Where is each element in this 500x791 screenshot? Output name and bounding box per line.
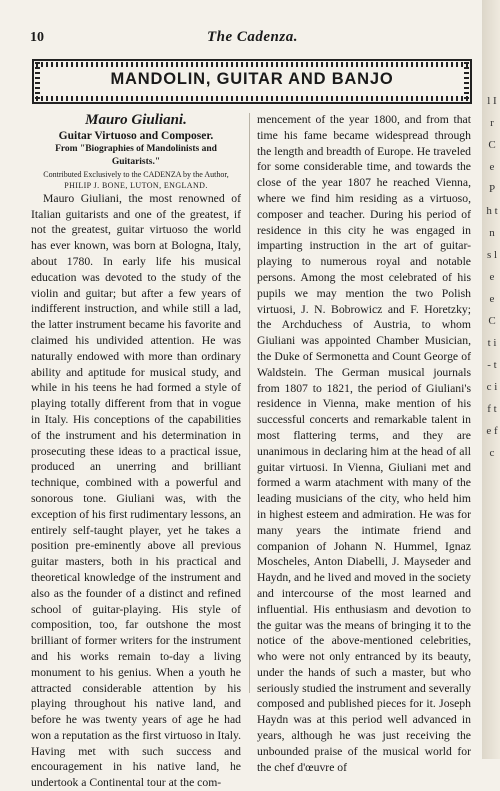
article-contribution-note: Contributed Exclusively to the CADENZA by the Author, [43,169,229,179]
section-banner [32,59,472,104]
right-column [257,112,471,775]
banner-border-top [36,62,468,67]
banner-border-bottom [36,96,468,101]
article-source: From "Biographies of Mandolinists and Guitarists." [55,143,217,167]
magazine-title: The Cadenza. [206,29,298,45]
article-body-right: mencement of the year 1800, and from that time his fame became widespread through the length and breadth of Europe. He traveled for some considerable time, and towards the close of the year 1807 he reached Vienna, where we find him residing as a virtuoso, composer and teacher. During his period of residence in this city he was engaged in imparting instruction in the art of guitar-playing to numerous royal and notable persons. Among the most celebrated of his pupils we may mention the two Polish virtuosi, J. N. Bobrowicz and F. Horetzky; the Archduchess of Austria, to whom Giuliani was appointed Chamber Musician, the Duke of Sermonetta and Count George of Waldstein. The German musical journals from 1807 to 1821, the period of Giuliani's residence in Vienna, make mention of his successful concerts and remarkable talent in most flattering terms, and they are unanimous in declaring him at the head of all guitar virtuosi. In Vienna, Giuliani met and formed a warm atachment with many of the leading musicians of the city, who held him in highest esteem and admiration. He was for many years the intimate friend and companion of Johann N. Hummel, Ignaz Moscheles, Anton Diabelli, J. Mayseder and Haydn, and he lived and moved in the society and intercourse of the most learned and influential. His enthusiasm and devotion to the guitar was the means of bringing it to the notice of the above-mentioned celebrities, who were not only entranced by its beauty, under the hands of such a master, but who seriously studied the instrument and severally composed and published pieces for it. Joseph Haydn was at this period well advanced in years, although he was just receiving the unbounded praise of the musical world for the chef d'œuvre of [257,113,471,774]
section-title: MANDOLIN, GUITAR AND BANJO [110,70,394,88]
page-header [30,30,475,48]
facing-page-edge [482,0,500,759]
left-column [31,113,241,791]
article-title: Mauro Giuliani. [85,112,187,128]
facing-page-fragment: l I r C e P h t n s l e e C t i - t c i f t e f c [486,95,498,459]
article-subtitle: Guitar Virtuoso and Composer. [58,129,214,142]
article-author: PHILIP J. BONE, LUTON, ENGLAND. [64,180,208,190]
page-number: 10 [30,30,44,45]
article-body-left: Mauro Giuliani, the most renowned of Italian guitarists and one of the greatest, if not the greatest, guitar virtuoso the world has ever known, was born at Bologna, Italy, about 1780. In early life his musical education was devoted to the study of the violin and guitar; but after a few years of indifferent instruction, and while still a lad, the latter instrument became his favorite and claimed his undivided attention. He was naturally endowed with more than ordinary ability and aptitude for musical study, and while in his teens he had formed a style of playing totally different from that in vogue in Italy. His conceptions of the capabilities of the instrument and his determination in prosecuting these ideas to a practical issue, produced an unerring and brilliant technique, combined with a powerful and sonorous tone. Giuliani was, with the exception of his first rudimentary lessons, an entirely self-taught player, yet he takes a position pre-eminently above all previous guitar masters, both in his practical and theoretical knowledge of the instrument and also as the founder of a distinct and refined school of guitar-playing. His style of composition, too, far outshone the most brilliant of former writers for the instrument and his works remain to-day a living monument to his genius. When a youth he attracted considerable attention by his playing throughout his native land, and before he was twenty years of age he had won a reputation as the first virtuoso in Italy. Having met with such success and encouragement in his native land, he undertook a Continental tour at the com- [31,191,242,790]
column-divider [249,113,250,693]
